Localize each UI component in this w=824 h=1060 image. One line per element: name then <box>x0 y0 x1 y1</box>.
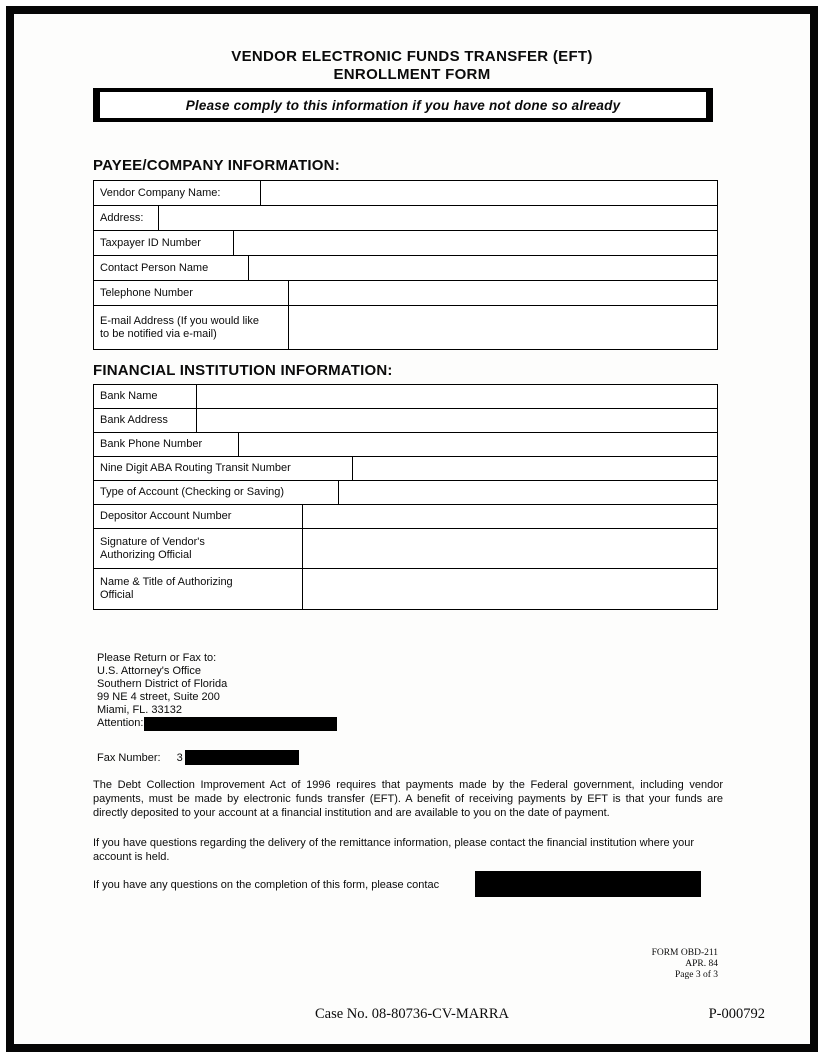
redaction-bar <box>185 750 299 765</box>
bates-number: P-000792 <box>708 1006 765 1022</box>
fax-digit: 3 <box>176 751 183 764</box>
notice-box <box>93 88 713 122</box>
return-line: Southern District of Florida <box>97 677 228 690</box>
field-label: Depositor Account Number <box>94 505 303 528</box>
form-number: FORM OBD-211 <box>651 948 718 958</box>
table-row <box>94 385 717 409</box>
return-line: 99 NE 4 street, Suite 200 <box>97 690 220 703</box>
scanned-page <box>6 6 818 1052</box>
field-value-cell <box>303 529 717 568</box>
form-title <box>14 48 810 84</box>
table-row <box>94 306 717 349</box>
return-address-block <box>97 652 337 731</box>
field-value-cell <box>289 281 717 305</box>
payee-section-heading: PAYEE/COMPANY INFORMATION: <box>93 157 340 174</box>
field-label: Taxpayer ID Number <box>94 231 234 255</box>
table-row <box>94 181 717 206</box>
field-label: Bank Address <box>94 409 197 432</box>
field-value-cell <box>303 505 717 528</box>
field-value-cell <box>197 409 717 432</box>
field-label: E-mail Address (If you would like to be notified via e-mail) <box>94 306 289 349</box>
page-number: Page 3 of 3 <box>674 970 718 980</box>
field-value-cell <box>339 481 717 504</box>
attention-label: Attention: <box>97 717 144 730</box>
table-row <box>94 529 717 569</box>
notice-text: Please comply to this information if you have not done so already <box>185 97 621 113</box>
field-label: Contact Person Name <box>94 256 249 280</box>
fax-line <box>97 750 299 765</box>
table-row <box>94 206 717 231</box>
field-label: Bank Name <box>94 385 197 408</box>
field-label: Address: <box>94 206 159 230</box>
field-value-cell <box>303 569 717 609</box>
return-line: U.S. Attorney's Office <box>97 664 201 677</box>
field-value-cell <box>353 457 717 480</box>
table-row <box>94 569 717 609</box>
field-label: Vendor Company Name: <box>94 181 261 205</box>
field-label: Name & Title of Authorizing Official <box>94 569 303 609</box>
table-row <box>94 231 717 256</box>
form-title-line1: VENDOR ELECTRONIC FUNDS TRANSFER (EFT) <box>231 48 593 65</box>
fax-label: Fax Number: <box>97 751 161 764</box>
payee-table <box>93 180 718 350</box>
table-row <box>94 505 717 529</box>
table-row <box>94 481 717 505</box>
table-row <box>94 281 717 306</box>
form-title-line2: ENROLLMENT FORM <box>333 66 491 83</box>
field-value-cell <box>239 433 717 456</box>
paragraph-questions <box>93 871 723 901</box>
field-label: Bank Phone Number <box>94 433 239 456</box>
field-value-cell <box>197 385 717 408</box>
field-label: Telephone Number <box>94 281 289 305</box>
field-value-cell <box>159 206 717 230</box>
attention-line <box>97 717 337 731</box>
return-line: Please Return or Fax to: <box>97 652 217 664</box>
field-value-cell <box>234 231 717 255</box>
field-value-cell <box>249 256 717 280</box>
case-number: Case No. 08-80736-CV-MARRA <box>314 1006 509 1022</box>
redaction-bar <box>144 717 337 731</box>
form-date: APR. 84 <box>685 959 718 969</box>
financial-table <box>93 384 718 610</box>
table-row <box>94 409 717 433</box>
table-row <box>94 256 717 281</box>
table-row <box>94 433 717 457</box>
field-label: Type of Account (Checking or Saving) <box>94 481 339 504</box>
paragraph-remittance: If you have questions regarding the delivery of the remittance information, please contact the financial institution where your account is held. <box>93 837 695 863</box>
redaction-bar <box>475 871 701 897</box>
return-line: Miami, FL. 33132 <box>97 703 182 716</box>
table-row <box>94 457 717 481</box>
financial-section-heading: FINANCIAL INSTITUTION INFORMATION: <box>93 362 393 379</box>
field-value-cell <box>289 306 717 349</box>
field-label: Signature of Vendor's Authorizing Official <box>94 529 303 568</box>
paragraph-questions-text: If you have any questions on the completion of this form, please contac <box>93 879 440 891</box>
field-label: Nine Digit ABA Routing Transit Number <box>94 457 353 480</box>
case-footer <box>14 1006 810 1023</box>
form-id-block <box>652 948 718 981</box>
paragraph-debt-collection: The Debt Collection Improvement Act of 1996 requires that payments made by the Federal government, including vendor payments, must be made by electronic funds transfer (EFT). A benefit of receiving payments by EFT is that your funds are directly deposited to your account at a financial institution and are available to you on the date of payment. <box>93 779 723 819</box>
field-value-cell <box>261 181 717 205</box>
